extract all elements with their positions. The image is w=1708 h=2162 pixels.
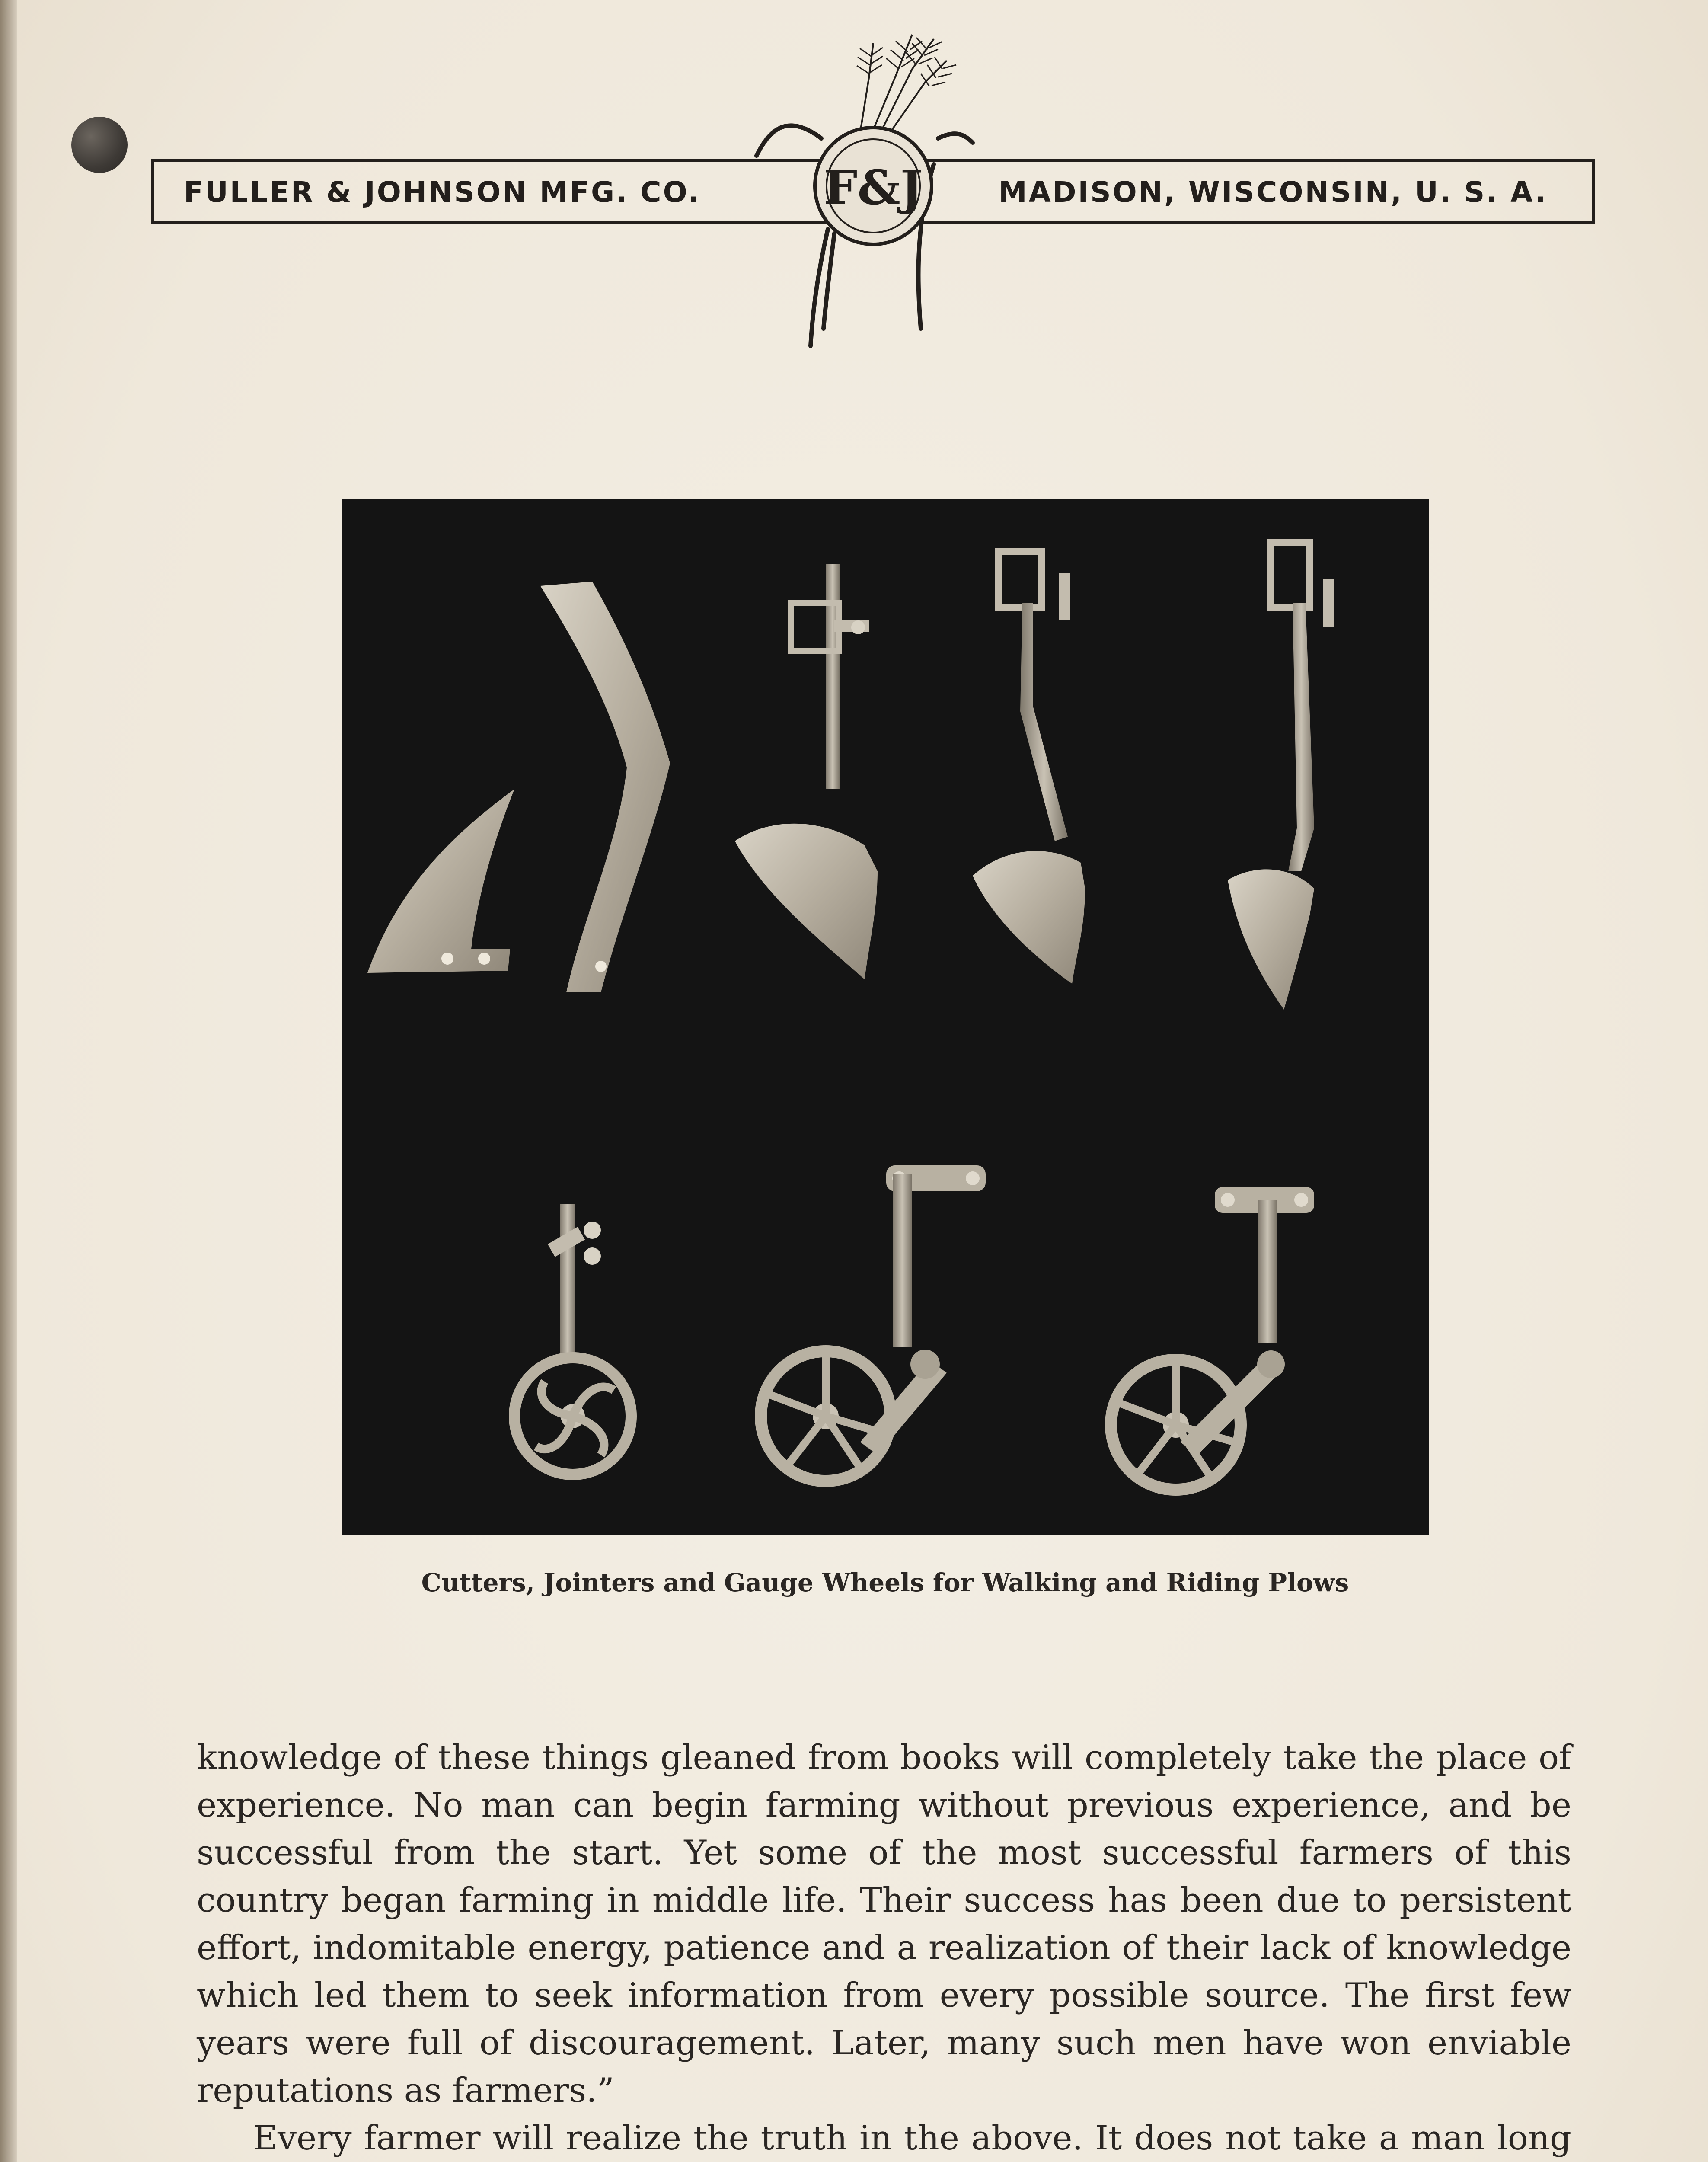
binding-edge bbox=[0, 0, 17, 2162]
body-text bbox=[197, 1734, 1571, 2162]
logo-monogram: F&J bbox=[824, 160, 923, 215]
fj-wheat-logo bbox=[731, 26, 1007, 355]
punch-hole bbox=[71, 117, 128, 173]
paragraph-2: Every farmer will realize the truth in the above. It does not take a man long bbox=[253, 2119, 1571, 2158]
plow-parts-photograph bbox=[342, 499, 1429, 1535]
wheat-icon bbox=[857, 35, 956, 132]
company-location: MADISON, WISCONSIN, U. S. A. bbox=[999, 176, 1548, 209]
company-name: FULLER & JOHNSON MFG. CO. bbox=[184, 176, 701, 209]
paragraph-1: knowledge of these things gleaned from books will completely take the place of experience. No man can begin farming without previous experience, and be successful from the start. Yet some of the most successful farmers of this country began farming in middle life. Their success has been due to persistent effort, indomitable energy, patience and a realization of their lack of knowledge which led them to seek information from every possible source. The first few years were full of discouragement. Later, many such men have won enviable reputations as farmers.” bbox=[197, 1738, 1571, 2110]
figure-caption: Cutters, Jointers and Gauge Wheels for Walking and Riding Plows bbox=[421, 1568, 1349, 1597]
